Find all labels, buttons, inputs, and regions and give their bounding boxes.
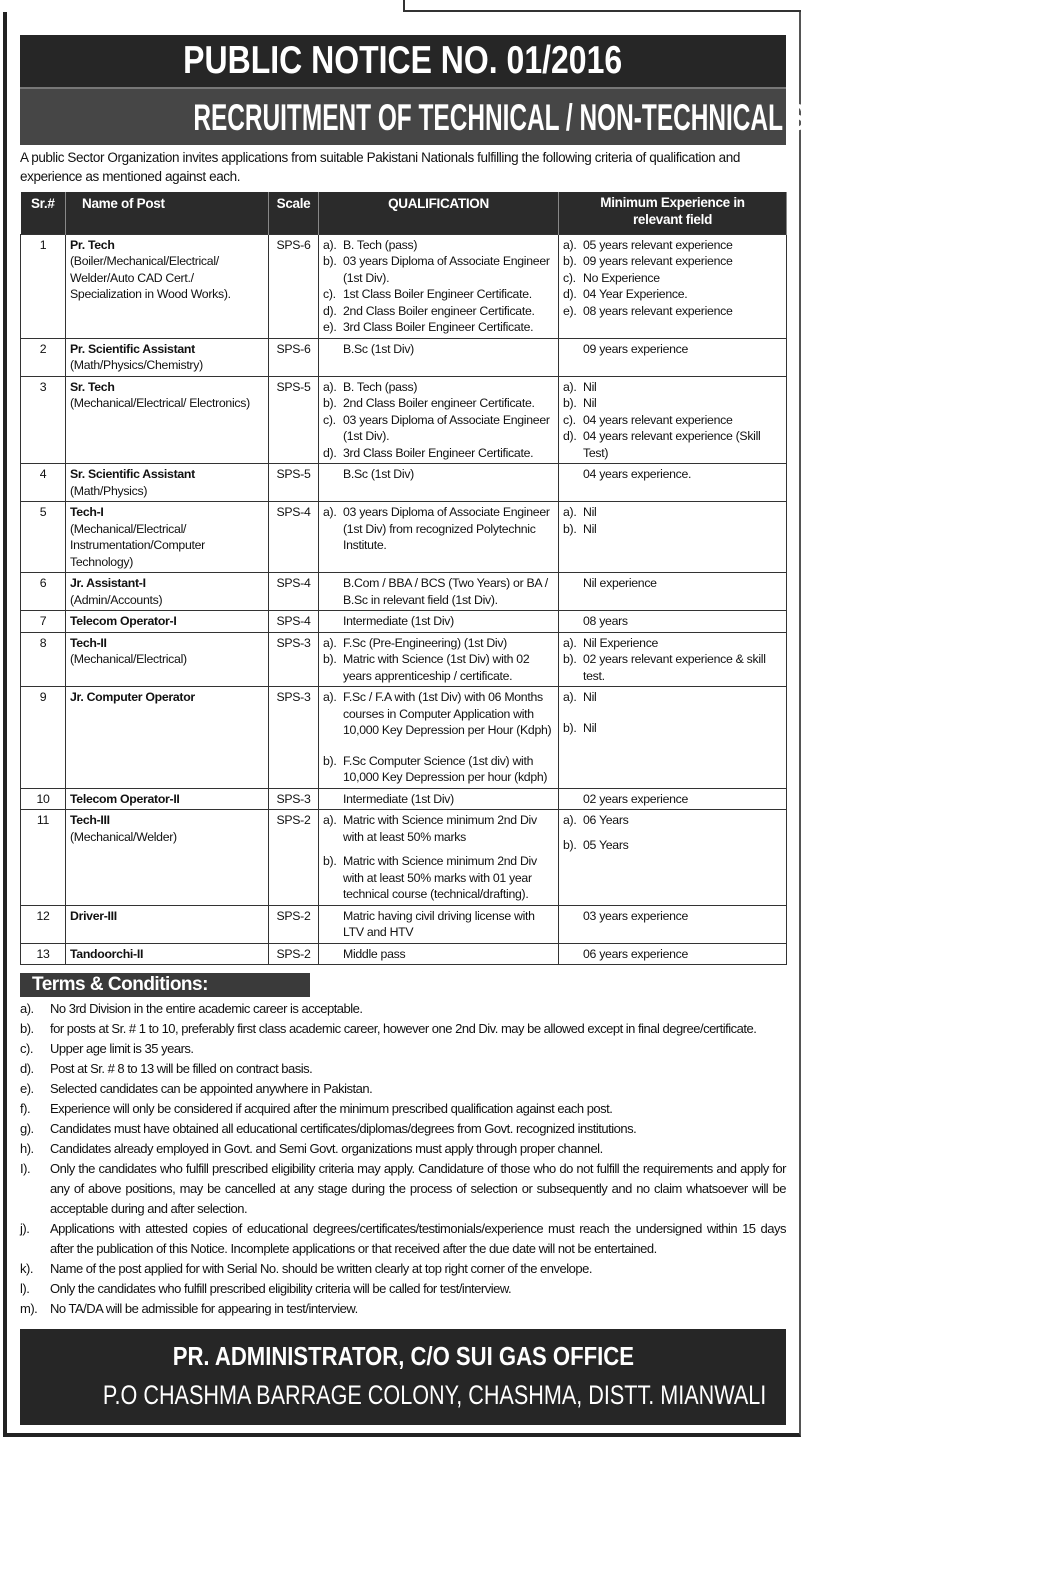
- term-label: I).: [20, 1161, 31, 1176]
- table-row: [21, 687, 787, 789]
- qualification-cell: [319, 943, 559, 965]
- item-text: Nil: [583, 521, 597, 536]
- item-prefix: d).: [563, 287, 577, 301]
- serial-number: 9: [21, 687, 66, 789]
- post-name: Pr. Scientific Assistant: [70, 341, 195, 356]
- term-item: [20, 1119, 786, 1139]
- term-label: l).: [20, 1281, 30, 1296]
- exp-line: [563, 613, 782, 630]
- post-cell: [66, 632, 269, 687]
- exp-line: [563, 286, 782, 303]
- table-row: [21, 632, 787, 687]
- table-row: [21, 788, 787, 810]
- qual-line: [323, 504, 554, 554]
- item-text: 02 years relevant experience & skill test.: [583, 652, 766, 683]
- item-prefix: [323, 791, 343, 808]
- item-prefix: a).: [563, 813, 577, 827]
- experience-cell: [559, 611, 787, 633]
- term-item: [20, 1079, 786, 1099]
- item-text: 05 years relevant experience: [583, 237, 733, 252]
- ad-frame: [3, 12, 867, 1437]
- table-row: [21, 464, 787, 502]
- item-text: 1st Class Boiler Engineer Certificate.: [343, 287, 532, 301]
- item-text: 3rd Class Boiler Engineer Certificate.: [343, 320, 534, 334]
- post-specialization: (Mechanical/Electrical): [70, 652, 187, 666]
- header-qualification: QUALIFICATION: [319, 192, 559, 234]
- table-row: [21, 943, 787, 965]
- item-text: 04 years relevant experience: [583, 412, 733, 427]
- table-row: [21, 810, 787, 906]
- term-item: [20, 1039, 786, 1059]
- scale-cell: SPS-2: [269, 810, 319, 906]
- footer-line2-bar: [20, 1377, 786, 1413]
- item-text: Matric with Science (1st Div) with 02 years apprenticeship / certificate.: [343, 652, 530, 683]
- item-text: 03 years Diploma of Associate Engineer (1st Div) from recognized Polytechnic Institute.: [343, 505, 550, 552]
- item-text: 05 Years: [583, 837, 629, 852]
- term-text: Candidates must have obtained all educational certificates/diplomas/degrees from Govt. recognized institutions.: [50, 1121, 637, 1136]
- item-text: 08 years: [583, 614, 628, 628]
- exp-line: [563, 504, 782, 521]
- term-label: e).: [20, 1081, 34, 1096]
- term-text: Name of the post applied for with Serial No. should be written clearly at top right corner of the envelope.: [50, 1261, 592, 1276]
- item-prefix: c).: [323, 412, 336, 427]
- item-prefix: a).: [563, 379, 577, 394]
- term-text: Only the candidates who fulfill prescribed eligibility criteria will be called for test/interview.: [50, 1281, 512, 1296]
- term-text: Upper age limit is 35 years.: [50, 1041, 194, 1056]
- item-text: F.Sc Computer Science (1st div) with 10,000 Key Depression per hour (kdph): [343, 753, 548, 784]
- item-text: Matric with Science minimum 2nd Div with at least 50% marks: [343, 813, 537, 844]
- scale-cell: SPS-2: [269, 905, 319, 943]
- item-text: 06 years experience: [583, 946, 689, 961]
- qual-line: [323, 908, 554, 941]
- item-prefix: c).: [323, 287, 336, 301]
- item-prefix: b).: [563, 720, 577, 735]
- post-name: Pr. Tech: [70, 237, 115, 252]
- item-text: Nil Experience: [583, 635, 659, 650]
- post-specialization: (Admin/Accounts): [70, 592, 163, 607]
- term-text: Experience will only be considered if acquired after the minimum prescribed qualification against each post.: [50, 1101, 613, 1116]
- exp-line: [563, 946, 782, 963]
- item-text: 03 years Diploma of Associate Engineer (1st Div).: [343, 254, 550, 285]
- exp-line: [563, 837, 782, 854]
- serial-number: 13: [21, 943, 66, 965]
- table-row: [21, 234, 787, 338]
- item-prefix: d).: [323, 303, 337, 318]
- item-prefix: [323, 946, 343, 963]
- term-label: j).: [20, 1221, 30, 1236]
- post-cell: [66, 464, 269, 502]
- serial-number: 10: [21, 788, 66, 810]
- post-name: Tech-II: [70, 635, 107, 650]
- qualification-cell: [319, 632, 559, 687]
- exp-line: [563, 791, 782, 808]
- experience-cell: [559, 687, 787, 789]
- qualification-cell: [319, 687, 559, 789]
- post-name: Jr. Computer Operator: [70, 690, 195, 704]
- exp-line: [563, 689, 782, 706]
- qual-line: [323, 341, 554, 358]
- term-item: [20, 1299, 786, 1319]
- term-text: Selected candidates can be appointed anywhere in Pakistan.: [50, 1081, 373, 1096]
- serial-number: 4: [21, 464, 66, 502]
- item-prefix: [563, 946, 583, 963]
- item-text: B.Sc (1st Div): [343, 341, 414, 356]
- serial-number: 5: [21, 502, 66, 573]
- exp-line: [563, 341, 782, 358]
- terms-heading: Terms & Conditions:: [20, 973, 310, 997]
- qual-line: [323, 237, 554, 254]
- serial-number: 11: [21, 810, 66, 906]
- term-text: Applications with attested copies of educational degrees/certificates/testimonials/experience must reach the undersigned within 15 days after the publication of this Notice. Incomplete applications or that received after the due date will not be entertained.: [50, 1221, 786, 1256]
- qualification-cell: [319, 376, 559, 464]
- qualification-cell: [319, 464, 559, 502]
- experience-cell: [559, 502, 787, 573]
- item-text: 04 Year Experience.: [583, 287, 688, 301]
- experience-cell: [559, 632, 787, 687]
- qual-line: [323, 812, 554, 845]
- term-item: [20, 1219, 786, 1259]
- item-prefix: b).: [323, 254, 337, 268]
- post-name: Sr. Scientific Assistant: [70, 467, 195, 481]
- item-text: B. Tech (pass): [343, 237, 418, 252]
- term-label: d).: [20, 1061, 34, 1076]
- scale-cell: SPS-3: [269, 687, 319, 789]
- term-item: [20, 1059, 786, 1079]
- item-prefix: d).: [563, 429, 577, 443]
- exp-line: [563, 812, 782, 829]
- header-sr: Sr.#: [21, 192, 66, 234]
- item-prefix: [563, 341, 583, 358]
- exp-line: [563, 253, 782, 270]
- scale-cell: SPS-3: [269, 632, 319, 687]
- exp-line: [563, 303, 782, 320]
- exp-line: [563, 379, 782, 396]
- term-label: f).: [20, 1101, 31, 1116]
- experience-cell: [559, 234, 787, 338]
- post-specialization: (Math/Physics/Chemistry): [70, 358, 203, 372]
- footer-line1: PR. ADMINISTRATOR, C/O SUI GAS OFFICE: [172, 1341, 634, 1371]
- item-prefix: [323, 466, 343, 483]
- item-prefix: b).: [563, 254, 577, 268]
- qual-line: [323, 286, 554, 303]
- table-row: [21, 905, 787, 943]
- item-text: Middle pass: [343, 946, 406, 961]
- qual-line: [323, 412, 554, 445]
- qualification-cell: [319, 611, 559, 633]
- item-text: Nil: [583, 690, 597, 704]
- exp-line: [563, 412, 782, 429]
- serial-number: 12: [21, 905, 66, 943]
- item-prefix: [563, 791, 583, 808]
- post-cell: [66, 687, 269, 789]
- post-name: Telecom Operator-I: [70, 614, 177, 628]
- post-cell: [66, 788, 269, 810]
- header-scale: Scale: [269, 192, 319, 234]
- item-prefix: [563, 466, 583, 483]
- qualification-cell: [319, 788, 559, 810]
- experience-cell: [559, 376, 787, 464]
- table-row: [21, 502, 787, 573]
- item-prefix: a).: [563, 690, 577, 704]
- item-prefix: b).: [323, 854, 337, 868]
- experience-cell: [559, 810, 787, 906]
- item-prefix: d).: [323, 445, 337, 460]
- qual-line: [323, 651, 554, 684]
- serial-number: 2: [21, 338, 66, 376]
- experience-cell: [559, 464, 787, 502]
- item-text: Intermediate (1st Div): [343, 791, 454, 806]
- exp-line: [563, 720, 782, 737]
- term-item: [20, 1139, 786, 1159]
- exp-line: [563, 635, 782, 652]
- post-name: Telecom Operator-II: [70, 791, 180, 806]
- qual-line: [323, 689, 554, 739]
- exp-line: [563, 575, 782, 592]
- exp-line: [563, 466, 782, 483]
- serial-number: 6: [21, 573, 66, 611]
- post-cell: [66, 943, 269, 965]
- item-prefix: b).: [563, 837, 577, 852]
- item-text: Matric with Science minimum 2nd Div with at least 50% marks with 01 year technical course (technical/drafting).: [343, 854, 537, 901]
- qualification-cell: [319, 905, 559, 943]
- experience-cell: [559, 338, 787, 376]
- post-name: Jr. Assistant-I: [70, 576, 146, 590]
- experience-cell: [559, 573, 787, 611]
- qual-line: [323, 253, 554, 286]
- item-prefix: [323, 908, 343, 941]
- term-text: Only the candidates who fulfill prescribed eligibility criteria may apply. Candidature of those who do not fulfill the requirements and apply for any of above positions, may be cancelled at any stage during the process of selection or subsequently and no claim whatsoever will be acceptable during and after selection.: [50, 1161, 786, 1216]
- term-label: c).: [20, 1041, 33, 1056]
- item-text: Nil: [583, 379, 597, 394]
- item-text: 03 years Diploma of Associate Engineer (1st Div).: [343, 412, 550, 443]
- qualification-cell: [319, 573, 559, 611]
- item-prefix: a).: [563, 635, 577, 650]
- exp-line: [563, 270, 782, 287]
- item-text: 04 years experience.: [583, 467, 692, 481]
- item-text: 2nd Class Boiler engineer Certificate.: [343, 303, 535, 318]
- exp-line: [563, 395, 782, 412]
- post-specialization: (Math/Physics): [70, 483, 148, 498]
- post-specialization: (Mechanical/Electrical/ Electronics): [70, 396, 250, 410]
- qual-line: [323, 853, 554, 903]
- item-text: B.Sc (1st Div): [343, 467, 414, 481]
- serial-number: 8: [21, 632, 66, 687]
- serial-number: 1: [21, 234, 66, 338]
- item-prefix: b).: [563, 652, 577, 666]
- item-prefix: e).: [563, 303, 577, 318]
- term-label: a).: [20, 1001, 34, 1016]
- post-cell: [66, 502, 269, 573]
- item-text: F.Sc / F.A with (1st Div) with 06 Months courses in Computer Application with 10,000 Key Depression per Hour (Kdph): [343, 690, 552, 737]
- notice-title-bar: [20, 35, 786, 87]
- terms-list: [20, 999, 786, 1319]
- item-prefix: a).: [323, 505, 337, 519]
- item-prefix: a).: [563, 237, 577, 252]
- item-text: Nil: [583, 720, 597, 735]
- header-experience: Minimum Experience in relevant field: [559, 192, 787, 234]
- exp-line: [563, 237, 782, 254]
- item-prefix: [323, 341, 343, 358]
- term-label: m).: [20, 1301, 38, 1316]
- term-label: k).: [20, 1261, 33, 1276]
- experience-cell: [559, 943, 787, 965]
- item-prefix: [563, 613, 583, 630]
- serial-number: 7: [21, 611, 66, 633]
- post-specialization: (Boiler/Mechanical/Electrical/ Welder/Auto CAD Cert./ Specialization in Wood Works).: [70, 254, 231, 301]
- qual-line: [323, 791, 554, 808]
- term-item: [20, 1019, 786, 1039]
- item-prefix: [323, 575, 343, 608]
- qual-line: [323, 575, 554, 608]
- item-text: B. Tech (pass): [343, 379, 418, 394]
- term-text: No 3rd Division in the entire academic career is acceptable.: [50, 1001, 363, 1016]
- scale-cell: SPS-2: [269, 943, 319, 965]
- item-text: Nil: [583, 505, 597, 519]
- notice-subtitle: RECRUITMENT OF TECHNICAL / NON-TECHNICAL STAFF: [193, 97, 867, 138]
- post-cell: [66, 234, 269, 338]
- footer-address: [20, 1329, 786, 1425]
- table-row: [21, 338, 787, 376]
- exp-line: [563, 428, 782, 461]
- term-text: Candidates already employed in Govt. and Semi Govt. organizations must apply through proper channel.: [50, 1141, 603, 1156]
- item-prefix: b).: [323, 652, 337, 666]
- item-text: 04 years relevant experience (Skill Test): [583, 429, 761, 460]
- scale-cell: SPS-4: [269, 573, 319, 611]
- scale-cell: SPS-5: [269, 376, 319, 464]
- item-text: Nil experience: [583, 576, 657, 590]
- term-text: for posts at Sr. # 1 to 10, preferably first class academic career, however one 2nd Div. may be allowed except in final degree/certificate.: [50, 1021, 757, 1036]
- qual-line: [323, 445, 554, 462]
- post-name: Tech-I: [70, 505, 104, 519]
- post-specialization: (Mechanical/Electrical/ Instrumentation/Computer Technology): [70, 521, 205, 569]
- term-item: [20, 1279, 786, 1299]
- item-prefix: a).: [323, 237, 337, 252]
- post-cell: [66, 376, 269, 464]
- footer-line1-bar: [20, 1339, 786, 1373]
- post-name: Driver-III: [70, 908, 117, 923]
- item-text: Intermediate (1st Div): [343, 614, 454, 628]
- scale-cell: SPS-6: [269, 234, 319, 338]
- exp-line: [563, 521, 782, 538]
- item-text: B.Com / BBA / BCS (Two Years) or BA / B.Sc in relevant field (1st Div).: [343, 576, 548, 607]
- item-prefix: b).: [563, 396, 577, 410]
- scale-cell: SPS-5: [269, 464, 319, 502]
- qual-line: [323, 379, 554, 396]
- term-item: [20, 999, 786, 1019]
- qual-line: [323, 395, 554, 412]
- scale-cell: SPS-3: [269, 788, 319, 810]
- top-border: [403, 0, 801, 12]
- post-name: Tech-III: [70, 813, 110, 827]
- item-prefix: a).: [323, 379, 337, 394]
- term-item: [20, 1259, 786, 1279]
- post-cell: [66, 905, 269, 943]
- term-text: No TA/DA will be admissible for appearing in test/interview.: [50, 1301, 358, 1316]
- post-cell: [66, 338, 269, 376]
- exp-line: [563, 651, 782, 684]
- post-cell: [66, 611, 269, 633]
- scale-cell: SPS-4: [269, 611, 319, 633]
- serial-number: 3: [21, 376, 66, 464]
- item-prefix: [563, 575, 583, 592]
- item-text: 09 years relevant experience: [583, 254, 733, 268]
- item-text: 2nd Class Boiler engineer Certificate.: [343, 396, 535, 410]
- item-prefix: b).: [563, 521, 577, 536]
- item-prefix: e).: [323, 320, 337, 334]
- table-row: [21, 573, 787, 611]
- item-prefix: [323, 613, 343, 630]
- exp-line: [563, 908, 782, 925]
- qual-line: [323, 946, 554, 963]
- term-item: [20, 1099, 786, 1119]
- item-text: 08 years relevant experience: [583, 303, 733, 318]
- qual-line: [323, 753, 554, 786]
- notice-subtitle-bar: [20, 87, 867, 145]
- item-text: 02 years experience: [583, 791, 689, 806]
- qualification-cell: [319, 502, 559, 573]
- scale-cell: SPS-6: [269, 338, 319, 376]
- item-text: 09 years experience: [583, 341, 689, 356]
- item-prefix: b).: [323, 753, 337, 768]
- term-label: h).: [20, 1141, 34, 1156]
- posts-table: [20, 192, 787, 965]
- post-specialization: (Mechanical/Welder): [70, 829, 177, 844]
- experience-cell: [559, 788, 787, 810]
- qual-line: [323, 303, 554, 320]
- item-prefix: b).: [323, 396, 337, 410]
- item-prefix: a).: [563, 505, 577, 519]
- item-prefix: a).: [323, 813, 337, 827]
- post-cell: [66, 573, 269, 611]
- post-name: Sr. Tech: [70, 379, 115, 394]
- qual-line: [323, 613, 554, 630]
- notice-title: PUBLIC NOTICE NO. 01/2016: [183, 39, 623, 82]
- term-item: [20, 1159, 786, 1219]
- qual-line: [323, 635, 554, 652]
- qual-line: [323, 466, 554, 483]
- term-label: g).: [20, 1121, 34, 1136]
- item-text: Matric having civil driving license with LTV and HTV: [343, 908, 535, 939]
- item-prefix: a).: [323, 635, 337, 650]
- item-prefix: [563, 908, 583, 925]
- experience-cell: [559, 905, 787, 943]
- qual-line: [323, 319, 554, 336]
- scale-cell: SPS-4: [269, 502, 319, 573]
- term-text: Post at Sr. # 8 to 13 will be filled on contract basis.: [50, 1061, 313, 1076]
- post-name: Tandoorchi-II: [70, 946, 144, 961]
- item-text: No Experience: [583, 270, 660, 285]
- post-cell: [66, 810, 269, 906]
- item-prefix: c).: [563, 412, 576, 427]
- qualification-cell: [319, 810, 559, 906]
- item-prefix: c).: [563, 270, 576, 285]
- item-text: 3rd Class Boiler Engineer Certificate.: [343, 445, 534, 460]
- item-text: F.Sc (Pre-Engineering) (1st Div): [343, 635, 507, 650]
- header-name: Name of Post: [66, 192, 269, 234]
- intro-text: A public Sector Organization invites applications from suitable Pakistani Nationals fulfilling the following criteria of qualification and experience as mentioned against each.: [20, 150, 740, 184]
- item-text: 06 Years: [583, 813, 629, 827]
- item-text: 03 years experience: [583, 908, 689, 923]
- item-prefix: a).: [323, 690, 337, 704]
- item-text: Nil: [583, 396, 597, 410]
- qualification-cell: [319, 234, 559, 338]
- table-row: [21, 611, 787, 633]
- table-row: [21, 376, 787, 464]
- footer-line2: P.O CHASHMA BARRAGE COLONY, CHASHMA, DISTT. MIANWALI: [102, 1380, 767, 1410]
- term-label: b).: [20, 1021, 34, 1036]
- qualification-cell: [319, 338, 559, 376]
